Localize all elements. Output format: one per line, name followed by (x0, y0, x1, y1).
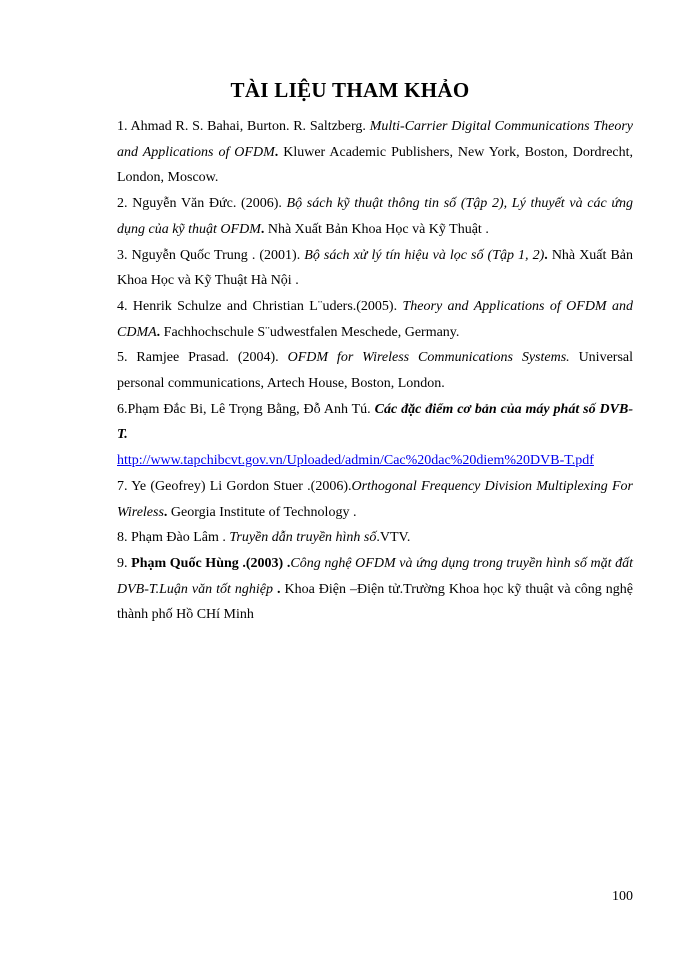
reference-authors: Phạm Đào Lâm . (131, 530, 230, 546)
reference-title: Công nghệ OFDM và ứng dụng trong truyền hình số mặt đất DVB-T.Luận văn tốt nghiệp (117, 555, 633, 597)
reference-publisher: Kluwer Academic Publishers, New York, Boston, Dordrecht, London, Moscow. (117, 144, 634, 186)
reference-item (117, 345, 633, 396)
reference-title: Multi-Carrier Digital Communications Theory and Applications of OFDM (117, 119, 633, 160)
reference-list (117, 114, 633, 628)
reference-title: Bộ sách xử lý tín hiệu và lọc số (Tập 1, 2) (304, 247, 545, 263)
reference-number: 1. (117, 119, 131, 134)
reference-authors: Ahmad R. S. Bahai, Burton. R. Saltzberg. (130, 119, 370, 134)
reference-title: OFDM for Wireless Communications Systems. (287, 350, 570, 366)
reference-item (117, 525, 633, 551)
reference-publisher: Khoa Điện –Điện tử.Trường Khoa học kỹ thuật và công nghệ thành phố Hồ CHí Minh (117, 581, 633, 623)
reference-number: 8. (117, 530, 131, 546)
reference-authors: Phạm Đắc Bi, Lê Trọng Bằng, Đỗ Anh Tú. (127, 401, 375, 417)
reference-separator: . (274, 144, 284, 160)
reference-publisher: VTV. (379, 530, 411, 546)
page-number: 100 (612, 889, 633, 904)
reference-authors: Phạm Quốc Hùng .(2003) . (131, 555, 291, 571)
reference-separator: . (156, 324, 164, 340)
reference-separator: . (260, 221, 268, 237)
reference-number: 3. (117, 247, 132, 263)
reference-separator: . (272, 581, 285, 597)
reference-title: Các đặc điểm cơ bản của máy phát số DVB-T. (117, 401, 633, 443)
reference-item (117, 397, 633, 474)
reference-separator (570, 350, 579, 365)
reference-title: Theory and Applications of OFDM and CDMA (117, 298, 633, 340)
page-title: TÀI LIỆU THAM KHẢO (230, 78, 470, 102)
reference-number: 4. (117, 298, 133, 314)
reference-item (117, 551, 633, 628)
reference-separator: . (376, 530, 380, 546)
reference-item (117, 474, 633, 525)
reference-item (117, 191, 633, 242)
reference-publisher: Nhà Xuất Bản Khoa Học và Kỹ Thuật Hà Nội . (117, 247, 634, 289)
reference-authors: Nguyễn Văn Đức. (2006). (132, 196, 287, 212)
reference-separator: . (163, 504, 171, 520)
reference-title: Orthogonal Frequency Division Multiplexing For Wireless (117, 478, 634, 520)
reference-number: 9. (117, 555, 132, 571)
reference-number: 6. (117, 401, 128, 417)
reference-authors: Henrik Schulze and Christian L¨uders.(2005). (132, 298, 403, 314)
reference-item (117, 294, 633, 345)
reference-item (117, 243, 633, 294)
reference-title: Bộ sách kỹ thuật thông tin số (Tập 2), Lý thuyết và các ứng dụng của kỹ thuật OFDM (117, 196, 634, 237)
reference-number: 7. (117, 478, 132, 494)
reference-authors: Ramjee Prasad. (2004). (136, 350, 288, 366)
reference-separator: . (544, 247, 552, 263)
reference-authors: Nguyễn Quốc Trung . (2001). (131, 247, 305, 263)
reference-publisher: Fachhochschule S¨udwestfalen Meschede, Germany. (163, 324, 460, 340)
reference-title: Truyền dẫn truyền hình số (229, 530, 377, 546)
reference-publisher: Nhà Xuất Bản Khoa Học và Kỹ Thuật . (267, 221, 489, 237)
reference-publisher: Universal personal communications, Artech House, Boston, London. (117, 350, 633, 392)
reference-link[interactable]: http://www.tapchibcvt.gov.vn/Uploaded/admin/Cac%20dac%20diem%20DVB-T.pdf (117, 453, 594, 469)
reference-number: 2. (117, 196, 133, 212)
reference-item (117, 114, 633, 191)
reference-authors: Ye (Geofrey) Li Gordon Stuer .(2006). (131, 478, 352, 494)
reference-number: 5. (117, 350, 137, 366)
reference-publisher: Georgia Institute of Technology . (170, 504, 357, 520)
